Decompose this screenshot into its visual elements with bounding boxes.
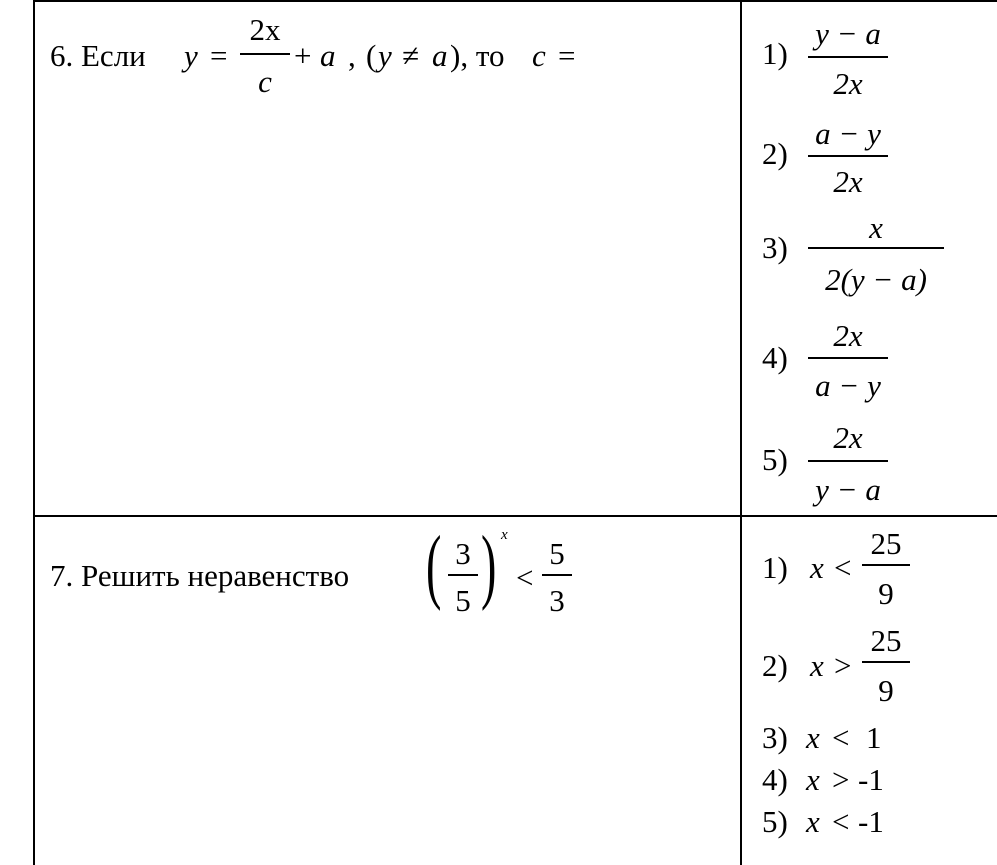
q6-fraction-denominator: c [258,64,272,99]
q7-option-5-var: x [806,804,820,839]
q7-option-3-label: 3) [762,720,788,755]
q6-option-1-bar [808,56,888,58]
q6-cond-ne: ≠ [402,38,420,73]
q6-cond-y: y [378,38,392,73]
q7-base-denominator: 5 [455,583,471,618]
q7-option-4-op: > [832,762,850,797]
q6-option-4-denominator: a − y [815,368,881,403]
q6-fraction-numerator: 2x [249,12,281,47]
q7-option-2-numerator: 25 [870,623,902,658]
q7-option-1-denominator: 9 [878,576,894,611]
q6-option-2-fraction [808,108,888,198]
q6-option-5-bar [808,460,888,462]
q7-base-fraction [448,530,478,620]
q7-option-1-var: x [810,550,824,585]
q6-a: a [320,38,336,73]
table-left-border [33,0,35,865]
q7-rhs-fraction [542,530,572,620]
q6-lhs-y: y [184,38,198,73]
q7-option-5-label: 5) [762,804,788,839]
q6-option-4-fraction [808,312,888,402]
q7-base-numerator: 3 [455,536,471,571]
q6-equals: = [210,38,228,73]
q6-option-1-numerator: y − a [815,16,881,51]
q6-fraction-bar [240,53,290,55]
q7-option-1-bar [862,564,910,566]
q6-option-4-label: 4) [762,340,788,375]
q7-option-4-var: x [806,762,820,797]
q7-option-2-denominator: 9 [878,673,894,708]
q6-cond-close: ), то [450,38,505,73]
q6-option-2-bar [808,155,888,157]
q6-option-5-label: 5) [762,442,788,477]
table-top-border [33,0,997,2]
q7-option-3-op: < [832,720,850,755]
q7-rhs-denominator: 3 [549,583,565,618]
q7-option-2-label: 2) [762,648,788,683]
q6-option-3-fraction [808,202,944,302]
q6-option-2-label: 2) [762,136,788,171]
q7-rhs-bar [542,574,572,576]
q6-target-equals: = [558,38,576,73]
q7-option-2-bar [862,661,910,663]
q6-option-3-bar [808,247,944,249]
q7-paren-left: ( [426,519,442,612]
q6-option-1-label: 1) [762,36,788,71]
q7-option-5-value: -1 [858,804,884,839]
q6-option-3-numerator: x [869,210,883,245]
q7-paren-right: ) [481,519,497,612]
q6-option-5-fraction [808,414,888,509]
q6-option-2-denominator: 2x [833,164,863,199]
q7-option-2-fraction [862,617,910,707]
column-divider [740,0,742,865]
q7-option-3-var: x [806,720,820,755]
q6-option-4-bar [808,357,888,359]
q7-prefix: 7. Решить неравенство [50,558,350,593]
q6-option-1-denominator: 2x [833,66,863,101]
q7-less-than: < [516,560,534,595]
q6-option-5-numerator: 2x [833,420,863,455]
q6-target-c: c [532,38,546,73]
q6-cond-a: a [432,38,448,73]
q6-cond-open: ( [366,38,377,73]
q7-option-2-var: x [810,648,824,683]
q6-comma: , [348,38,356,73]
row-divider [33,515,997,517]
q6-prefix: 6. Если [50,38,146,73]
q6-option-1-fraction [808,8,888,101]
q7-option-1-op: < [834,550,852,585]
q7-rhs-numerator: 5 [549,536,565,571]
q7-option-1-label: 1) [762,550,788,585]
q7-option-3-value: 1 [866,720,882,755]
q7-option-4-label: 4) [762,762,788,797]
q7-option-1-fraction [862,520,910,610]
q6-option-3-label: 3) [762,230,788,265]
q7-option-2-op: > [834,648,852,683]
q6-fraction [240,8,290,98]
q7-exponent: x [501,527,508,543]
q7-option-5-op: < [832,804,850,839]
q6-option-2-numerator: a − y [815,116,881,151]
q7-option-4-value: -1 [858,762,884,797]
q6-plus: + [294,38,312,73]
q6-option-4-numerator: 2x [833,318,863,353]
q6-option-5-denominator: y − a [815,472,881,507]
q7-option-1-numerator: 25 [870,526,902,561]
q7-base-bar [448,574,478,576]
q6-option-3-denominator: 2(y − a) [825,262,927,297]
